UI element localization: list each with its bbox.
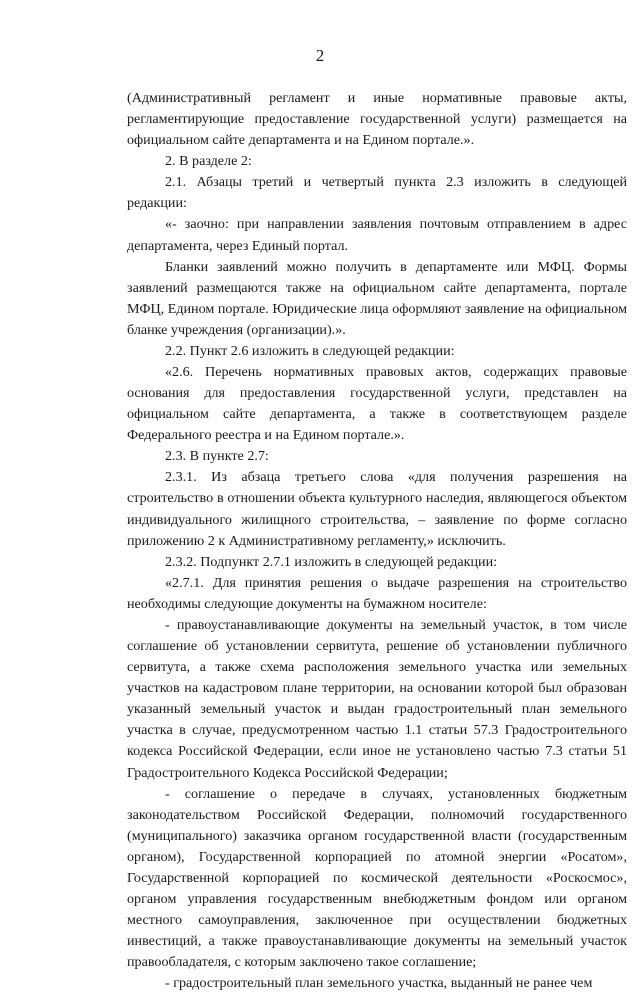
list-item-title-documents: - правоустанавливающие документы на земельный участок, в том числе соглашение об установлении сервитута, решение об установлении публичного сервитута, а также схема расположения земельного участка или земельных участков на кадастровом плане территории, на основании которой был образован указанный земельный участок и выдан градостроительный план земельного участка в случае, предусмотренном частью 1.1 статьи 57.3 Градостроительного кодекса Российской Федерации, если иное не установлено частью 7.3 статьи 51 Градостроительного Кодекса Российской Федерации; [127,616,627,781]
paragraph-item-2-2: 2.2. Пункт 2.6 изложить в следующей редакции: [165,342,455,359]
paragraph-item-2-3-1: 2.3.1. Из абзаца третьего слова «для получения разрешения на строительство в отношении объекта культурного наследия, являющегося объектом индивидуального жилищного строительства, – заявление по форме согласно приложению 2 к Административному регламенту,» исключить. [127,469,627,549]
paragraph-blanks: Бланки заявлений можно получить в департаменте или МФЦ. Формы заявлений размещаются также на официальном сайте департамента, портале МФЦ, Едином портале. Юридические лица оформляют заявление на официальном бланке учреждения (организации).». [127,258,627,338]
paragraph-section-2: 2. В разделе 2: [165,153,252,170]
list-item-agreement: - соглашение о передаче в случаях, установленных бюджетным законодательством Российской Федерации, полномочий государственного (муниципального) заказчика органом государственной власти (государственным органом), Государственной корпорацией по атомной энергии «Росатом», Государственной корпорацией по космической деятельности «Роскосмос», органом управления государственным внебюджетным фондом или органом местного самоуправления, заключенное при осуществлении бюджетных инвестиций, а также правоустанавливающие документы на земельный участок правообладателя, с которым заключено такое соглашение; [127,785,627,971]
list-item-urban-plan: - градостроительный план земельного участка, выданный не ранее чем [165,975,593,992]
paragraph-item-2-3-2: 2.3.2. Подпункт 2.7.1 изложить в следующей редакции: [165,553,498,570]
paragraph-regulation-continuation: (Административный регламент и иные нормативные правовые акты, регламентирующие предоставление государственной услуги) размещается на официальном сайте департамента и на Едином портале.». [127,90,627,149]
paragraph-item-2-1: 2.1. Абзацы третий и четвертый пункта 2.3 изложить в следующей редакции: [127,174,627,212]
paragraph-item-2-6: «2.6. Перечень нормативных правовых актов, содержащих правовые основания для предоставления государственной услуги, представлен на официальном сайте департамента, а также в соответствующем разделе Федерального реестра и на Едином портале.». [127,364,627,444]
document-body [127,88,627,994]
paragraph-item-2-7-1: «2.7.1. Для принятия решения о выдаче разрешения на строительство необходимы следующие документы на бумажном носителе: [127,574,627,612]
paragraph-item-2-3: 2.3. В пункте 2.7: [165,448,269,465]
page-number: 2 [315,46,325,65]
paragraph-zaochno: «- заочно: при направлении заявления почтовым отправлением в адрес департамента, через Единый портал. [127,216,627,254]
